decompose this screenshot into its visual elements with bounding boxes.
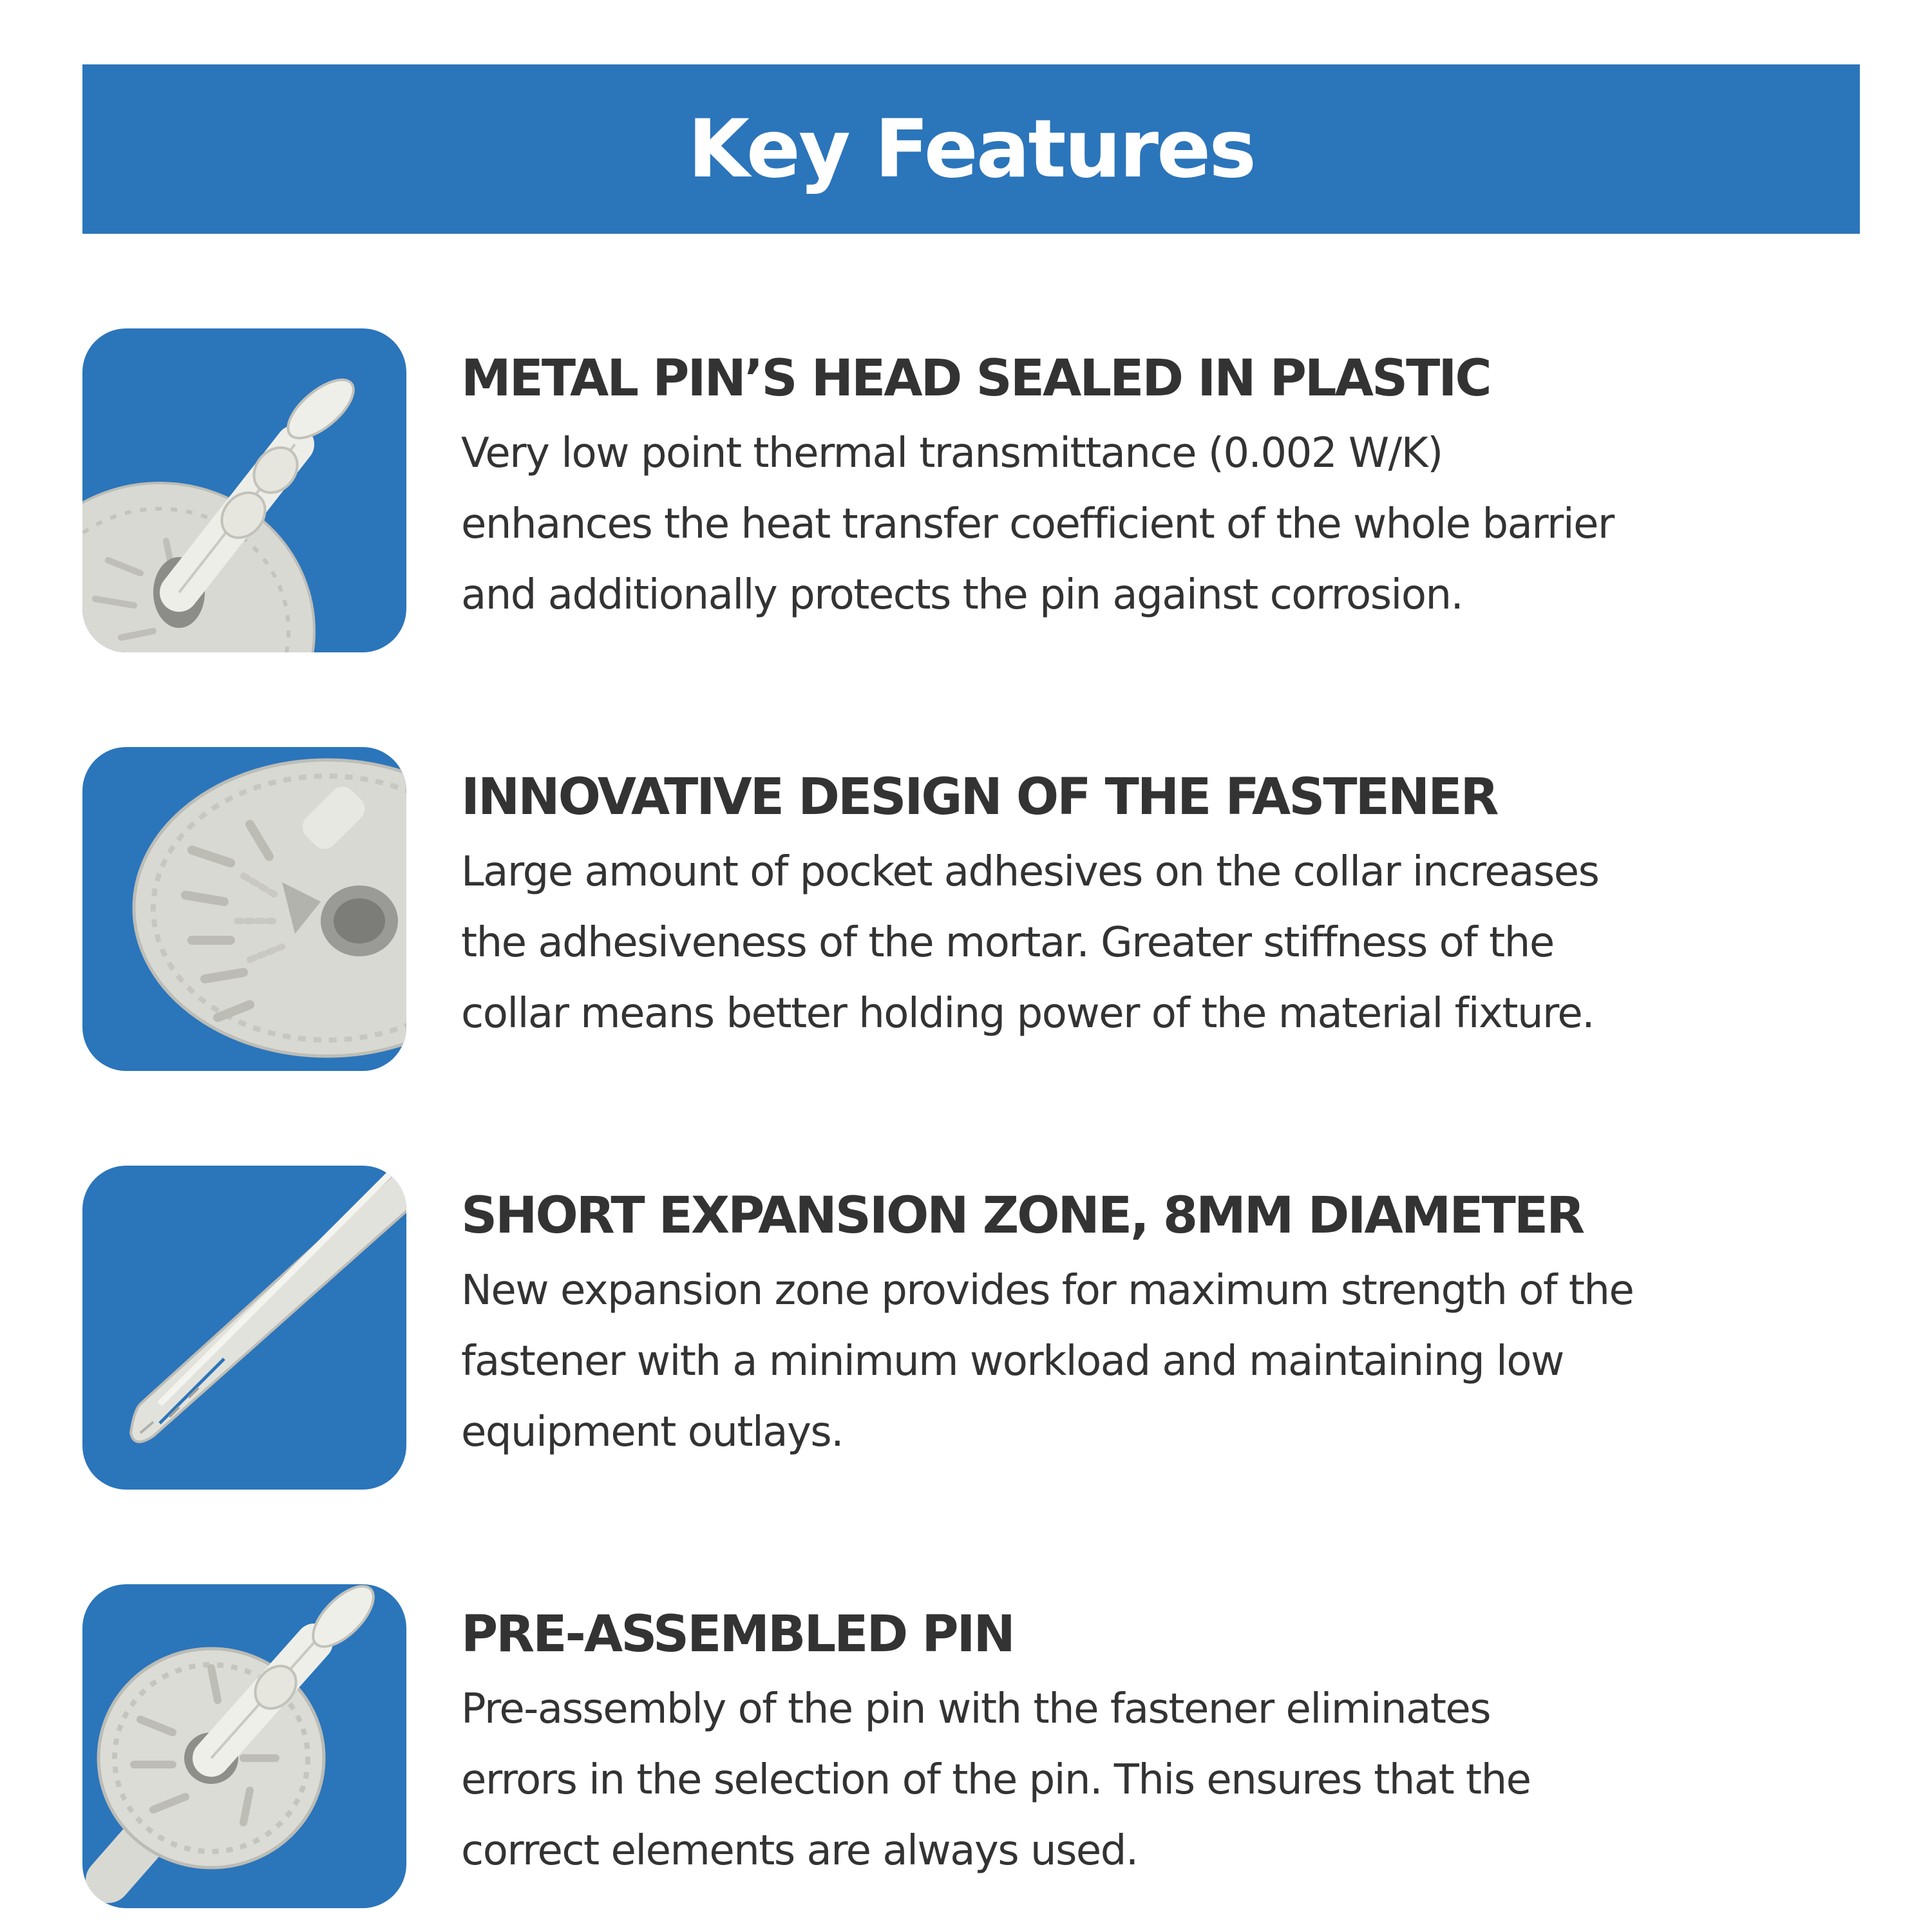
description-line: Pre-assembly of the pin with the fastener eliminates bbox=[461, 1685, 1491, 1734]
feature-thumbnail bbox=[82, 328, 406, 652]
description-line: fastener with a minimum workload and maintaining low bbox=[461, 1338, 1564, 1386]
feature-item bbox=[82, 747, 1860, 1071]
expansion-zone-icon bbox=[82, 1166, 406, 1490]
description-line: Large amount of pocket adhesives on the collar increases bbox=[461, 848, 1599, 896]
header-banner bbox=[82, 64, 1860, 234]
pin-head-icon bbox=[82, 328, 406, 652]
description-line: New expansion zone provides for maximum strength of the bbox=[461, 1267, 1634, 1315]
description-line: enhances the heat transfer coefficient of the whole barrier bbox=[461, 500, 1614, 549]
feature-thumbnail bbox=[82, 1584, 406, 1908]
description-line: the adhesiveness of the mortar. Greater stiffness of the bbox=[461, 919, 1554, 967]
page-title: Key Features bbox=[687, 102, 1255, 196]
feature-item bbox=[82, 328, 1860, 652]
description-line: collar means better holding power of the material fixture. bbox=[461, 990, 1595, 1038]
feature-item bbox=[82, 1584, 1860, 1908]
feature-title: SHORT EXPANSION ZONE, 8MM DIAMETER bbox=[461, 1187, 1584, 1245]
collar-icon bbox=[82, 747, 406, 1071]
feature-title: METAL PIN’S HEAD SEALED IN PLASTIC bbox=[461, 350, 1490, 408]
feature-item bbox=[82, 1166, 1860, 1490]
description-line: errors in the selection of the pin. This ensures that the bbox=[461, 1756, 1531, 1804]
description-line: correct elements are always used. bbox=[461, 1827, 1138, 1875]
feature-description bbox=[461, 1255, 1871, 1468]
pre-assembled-pin-icon bbox=[82, 1584, 406, 1908]
description-line: equipment outlays. bbox=[461, 1408, 844, 1457]
feature-thumbnail bbox=[82, 1166, 406, 1490]
feature-title: PRE-ASSEMBLED PIN bbox=[461, 1605, 1014, 1663]
feature-title: INNOVATIVE DESIGN OF THE FASTENER bbox=[461, 768, 1497, 826]
description-line: Very low point thermal transmittance (0.002 W/K) bbox=[461, 430, 1443, 478]
feature-description bbox=[461, 418, 1871, 630]
feature-thumbnail bbox=[82, 747, 406, 1071]
description-line: and additionally protects the pin against corrosion. bbox=[461, 571, 1463, 620]
feature-description bbox=[461, 837, 1871, 1049]
feature-description bbox=[461, 1674, 1871, 1886]
